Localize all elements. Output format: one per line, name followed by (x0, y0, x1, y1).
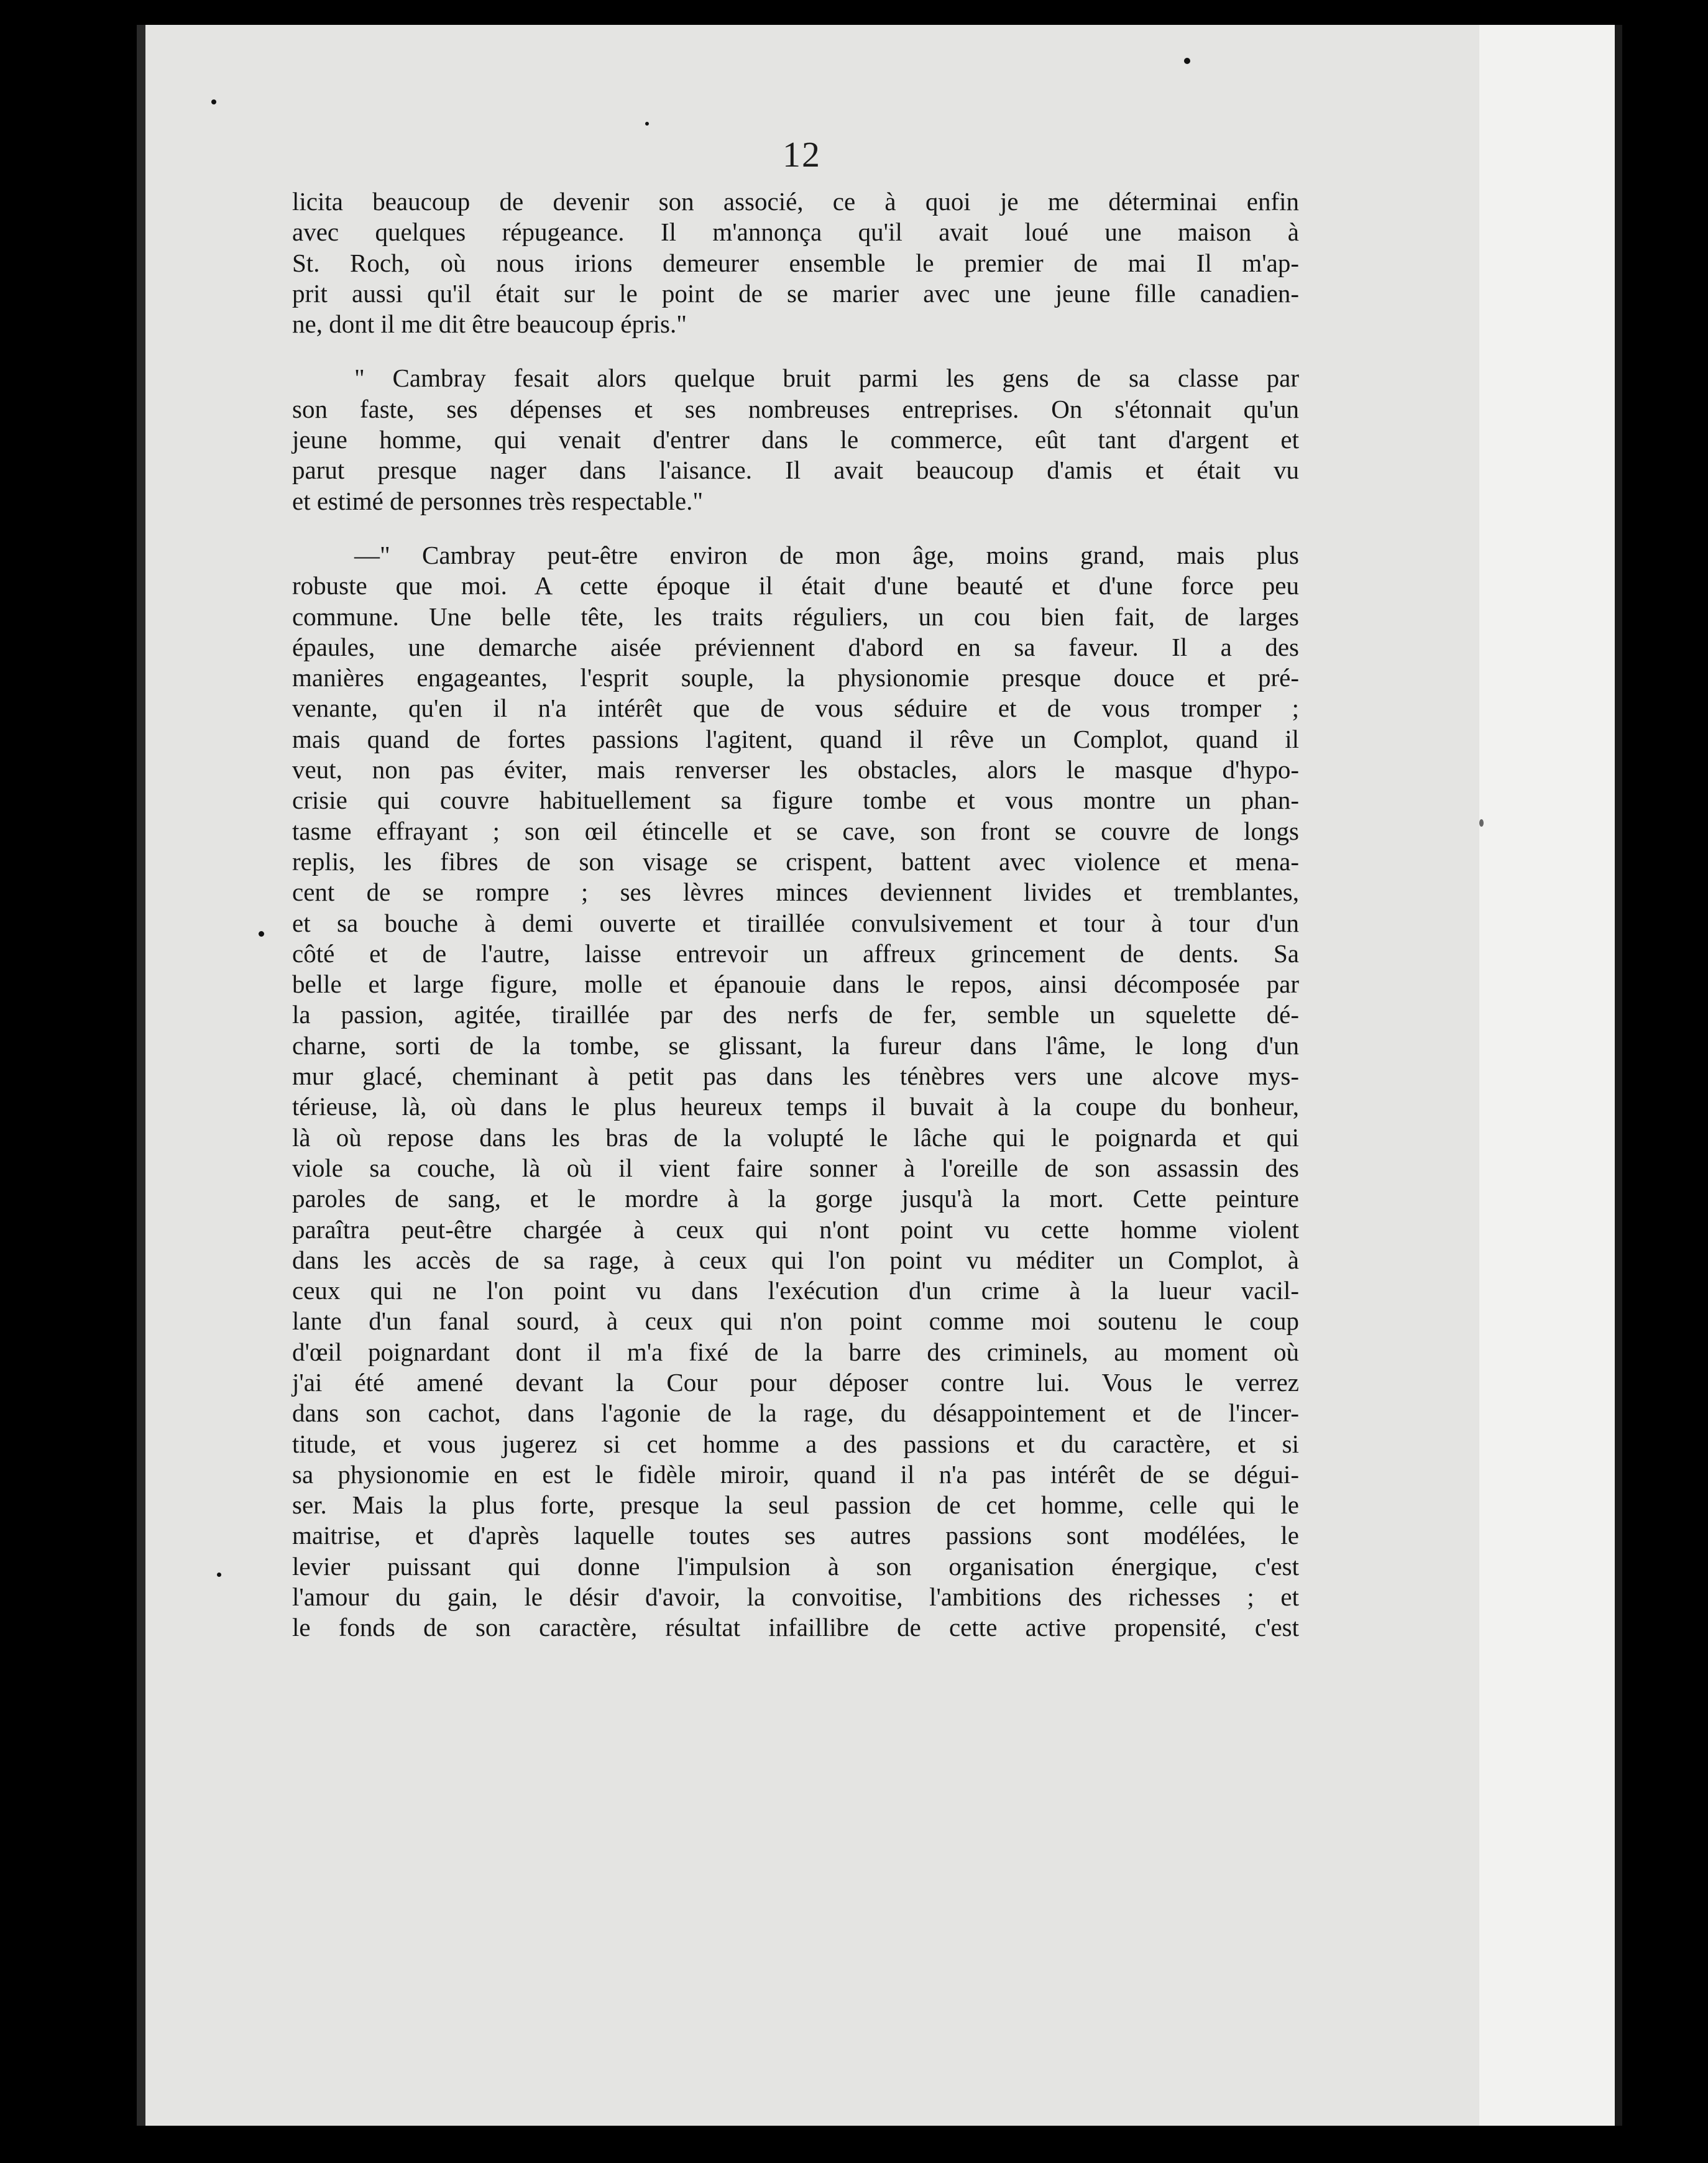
text-line: licita beaucoup de devenir son associé, ce à quoi je me déterminai enfin (292, 187, 1299, 216)
text-line: mur glacé, cheminant à petit pas dans les ténèbres vers une alcove mys- (292, 1062, 1299, 1091)
text-line: charne, sorti de la tombe, se glissant, la fureur dans l'âme, le long d'un (292, 1031, 1299, 1060)
text-line: ne, dont il me dit être beaucoup épris." (292, 310, 687, 339)
text-line: j'ai été amené devant la Cour pour déposer contre lui. Vous le verrez (292, 1367, 1299, 1397)
text-line: jeune homme, qui venait d'entrer dans le commerce, eût tant d'argent et (292, 425, 1299, 454)
text-line: venante, qu'en il n'a intérêt que de vous séduire et de vous tromper ; (292, 694, 1299, 723)
ink-speck (217, 1573, 221, 1577)
paragraph (292, 540, 1299, 1643)
paragraph (292, 363, 1299, 516)
text-line: maitrise, et d'après laquelle toutes ses autres passions sont modélées, le (292, 1521, 1299, 1550)
text-line: ceux qui ne l'on point vu dans l'exécution d'un crime à la lueur vacil- (292, 1276, 1299, 1305)
text-line: titude, et vous jugerez si cet homme a des passions et du caractère, et si (292, 1429, 1299, 1458)
paragraph-spacer (292, 339, 1299, 363)
text-line: l'amour du gain, le désir d'avoir, la convoitise, l'ambitions des richesses ; et (292, 1582, 1299, 1612)
text-line: ser. Mais la plus forte, presque la seul passion de cet homme, celle qui le (292, 1490, 1299, 1520)
ink-speck (259, 931, 264, 937)
text-line: prit aussi qu'il était sur le point de se marier avec une jeune fille canadien- (292, 278, 1299, 308)
text-line: viole sa couche, là où il vient faire sonner à l'oreille de son assassin des (292, 1153, 1299, 1182)
text-line: tasme effrayant ; son œil étincelle et se cave, son front se couvre de longs (292, 816, 1299, 845)
ink-speck (211, 99, 216, 104)
body-text (292, 186, 1299, 1643)
text-line: " Cambray fesait alors quelque bruit parmi les gens de sa classe par (354, 364, 1299, 393)
text-line: replis, les fibres de son visage se crispent, battent avec violence et mena- (292, 847, 1299, 876)
text-line: robuste que moi. A cette époque il était d'une beauté et d'une force peu (292, 571, 1299, 600)
text-line: mais quand de fortes passions l'agitent, quand il rêve un Complot, quand il (292, 724, 1299, 753)
text-line: térieuse, là, où dans le plus heureux temps il buvait à la coupe du bonheur, (292, 1092, 1299, 1121)
ink-speck (645, 122, 649, 126)
text-line: parut presque nager dans l'aisance. Il avait beaucoup d'amis et était vu (292, 456, 1299, 485)
ink-speck (1184, 58, 1190, 64)
page-edge-shadow (1615, 25, 1622, 2126)
text-line: et estimé de personnes très respectable." (292, 486, 704, 515)
text-line: veut, non pas éviter, mais renverser les obstacles, alors le masque d'hypo- (292, 755, 1299, 784)
text-line: avec quelques répugeance. Il m'annonça qu'il avait loué une maison à (292, 218, 1299, 247)
text-line: crisie qui couvre habituellement sa figure tombe et vous montre un phan- (292, 786, 1299, 815)
text-line: belle et large figure, molle et épanouie dans le repos, ainsi décomposée par (292, 970, 1299, 999)
text-line: commune. Une belle tête, les traits réguliers, un cou bien fait, de larges (292, 602, 1299, 631)
text-line: —" Cambray peut-être environ de mon âge, moins grand, mais plus (354, 540, 1299, 569)
page-number: 12 (783, 134, 821, 175)
text-line: la passion, agitée, tiraillée par des nerfs de fer, semble un squelette dé- (292, 1000, 1299, 1029)
paragraph-spacer (292, 517, 1299, 540)
text-line: son faste, ses dépenses et ses nombreuses entreprises. On s'étonnait qu'un (292, 394, 1299, 423)
text-line: St. Roch, où nous irions demeurer ensemble le premier de mai Il m'ap- (292, 248, 1299, 277)
text-line: manières engageantes, l'esprit souple, la physionomie presque douce et pré- (292, 663, 1299, 692)
text-line: paraîtra peut-être chargée à ceux qui n'ont point vu cette homme violent (292, 1215, 1299, 1244)
text-line: là où repose dans les bras de la volupté le lâche qui le poignarda et qui (292, 1123, 1299, 1152)
text-line: d'œil poignardant dont il m'a fixé de la barre des criminels, au moment où (292, 1337, 1299, 1366)
text-line: épaules, une demarche aisée préviennent d'abord en sa faveur. Il a des (292, 632, 1299, 661)
text-line: lante d'un fanal sourd, à ceux qui n'on point comme moi soutenu le coup (292, 1307, 1299, 1336)
text-line: cent de se rompre ; ses lèvres minces deviennent livides et tremblantes, (292, 878, 1299, 907)
ink-speck (1479, 819, 1484, 827)
paragraph (292, 186, 1299, 339)
facing-page-margin (1479, 25, 1622, 2126)
scan-border (1622, 0, 1708, 2163)
text-line: levier puissant qui donne l'impulsion à son organisation énergique, c'est (292, 1551, 1299, 1581)
text-line: dans son cachot, dans l'agonie de la rage, du désappointement et de l'incer- (292, 1398, 1299, 1428)
text-line: et sa bouche à demi ouverte et tiraillée convulsivement et tour à tour d'un (292, 908, 1299, 937)
text-line: sa physionomie en est le fidèle miroir, quand il n'a pas intérêt de se dégui- (292, 1459, 1299, 1489)
text-line: dans les accès de sa rage, à ceux qui l'on point vu méditer un Complot, à (292, 1245, 1299, 1274)
text-line: paroles de sang, et le mordre à la gorge jusqu'à la mort. Cette peinture (292, 1184, 1299, 1213)
text-line: le fonds de son caractère, résultat infaillibre de cette active propensité, c'est (292, 1613, 1299, 1642)
text-line: côté et de l'autre, laisse entrevoir un affreux grincement de dents. Sa (292, 939, 1299, 968)
